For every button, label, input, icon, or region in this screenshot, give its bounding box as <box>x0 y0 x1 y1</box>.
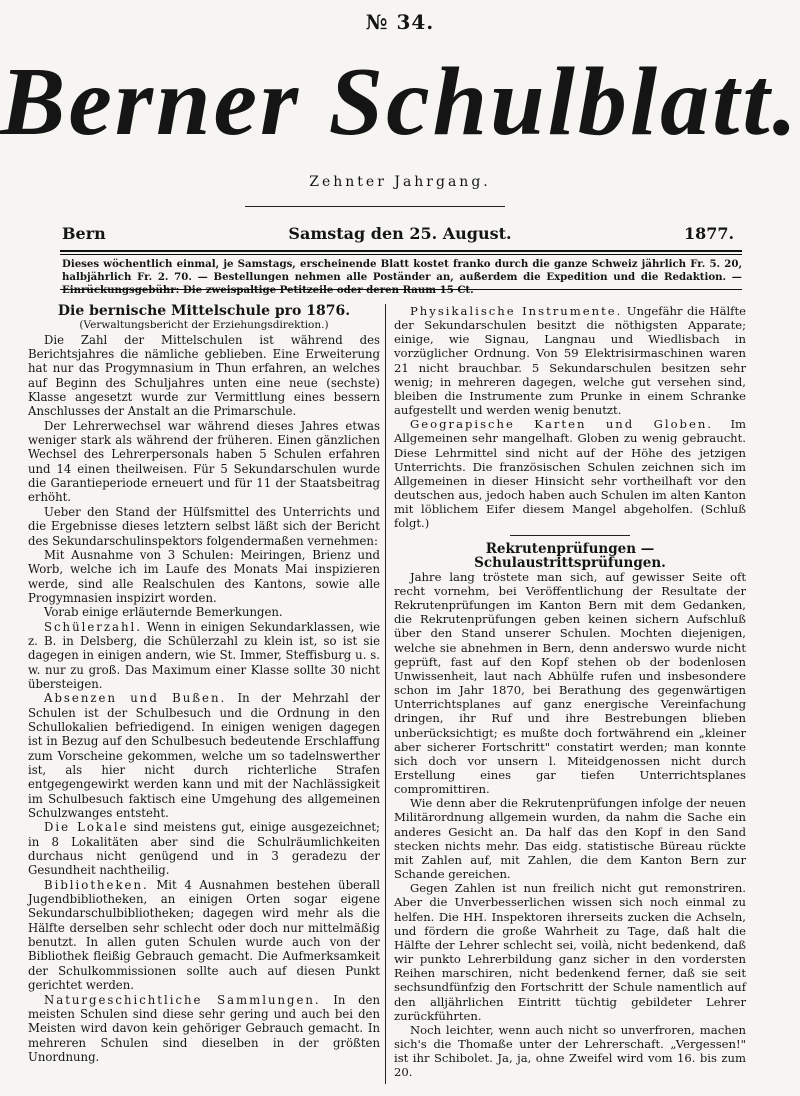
issue-number: № 34. <box>365 10 435 34</box>
paragraph: Mit Ausnahme von 3 Schulen: Meiringen, Brienz und Worb, welche ich im Laufe des Monats Mai inspizieren werde, sind alle Realschulen des Kantons, sowie alle Progymnasien inspizirt worden. <box>28 547 380 605</box>
paragraph-text: Im Allgemeinen sehr mangelhaft. Globen zu wenig gebraucht. Diese Lehrmittel sind nicht auf der Höhe des jetzigen Unterrichts. Die französischen Schulen zeichnen sich im Allgemeinen in dieser Hinsicht sehr vortheilhaft vor den deutschen aus, jedoch haben auch Schulen im alten Kanton mit löblichem Eifer diesem Mangel abgeholfen. <box>394 417 747 517</box>
notice-rule <box>60 289 742 290</box>
article-subtitle: (Verwaltungsbericht der Erziehungsdirektion.) <box>79 319 329 332</box>
paragraph <box>28 691 380 820</box>
paragraph-text: Mit 4 Ausnahmen bestehen überall Jugendbibliotheken, an einigen Orten sogar eigene Sekundarschulbibliotheken; dagegen wird mehr als die Hälfte derselben sehr schlecht oder doch nur mittelmäßig benutzt. In allen guten Schulen wurde auch von der Bibliothek fleißig Gebrauch gemacht. Die Aufmerksamkeit der Schulkommissionen sollte auch auf diesen Punkt gerichtet werden. <box>28 877 380 993</box>
section-label: Die Lokale <box>44 820 129 835</box>
paragraph: Jahre lang tröstete man sich, auf gewisser Seite oft recht vornehm, bei Veröffentlichung der Resultate der Rekrutenprüfungen im Kanton Bern mit dem Gedanken, die Rekrutenprüfungen geben keinen sichern Aufschluß über den Stand unserer Schulen. Mochten diejenigen, welche sie abnehmen in Bern, denn anderswo wurde nicht geprüft, fast auf den Kopf stehen ob der bodenlosen Unwissenheit, laut nach Abhülfe rufen und insbesondere schon im Jahr 1870, bei Berathung des gegenwärtigen Unterrichtsplanes auf ganz energische Vereinfachung dringen, ihr Ruf und ihre Bestrebungen blieben unberücksichtigt; es mußte doch fortwährend ein „kleiner aber sicherer Fortschritt" constatirt werden; man konnte sich doch vor unsern l. Miteidgenossen nicht durch Erstellung eines gar tiefen Unterrichtsplanes compromittiren. <box>394 569 746 797</box>
paragraph-text: Ungefähr die Hälfte der Sekundarschulen besitzt die nöthigsten Apparate; einige, wie Signau, Langnau und Wiedlisbach in vorzüglicher Ordnung. Von 59 Elektrisirmaschinen waren 21 nicht brauchbar. 5 Sekundarschulen besitzen sehr wenig; in mehreren dagegen, welche gut versehen sind, bleiben die Instrumente zum Prunke in einem Schranke aufgestellt und werden wenig benutzt. <box>394 304 746 418</box>
paragraph: Die Zahl der Mittelschulen ist während des Berichtsjahres die nämliche geblieben. Eine Erweiterung hat nur das Progymnasium in Thun erfahren, an welches auf Beginn des Schuljahres unten eine neue (sechste) Klasse angesetzt wurde zur Vermittlung eines bessern Anschlusses der Anstalt an die Primarschule. <box>28 332 380 419</box>
masthead-title: Berner Schulblatt. <box>0 48 800 156</box>
section-label: Physikalische Instrumente. <box>410 304 623 318</box>
section-label: Absenzen und Bußen. <box>44 691 227 706</box>
dateline-rule-thin <box>60 254 742 255</box>
section-label: Schülerzahl. <box>44 619 142 634</box>
paragraph: Noch leichter, wenn auch nicht so unverfroren, machen sich's die Thomaße unter der Lehrerschaft. „Vergessen!" ist ihr Schibolet. Ja, ja, ohne Zweifel wird vom 16. bis zum 20. <box>394 1022 746 1080</box>
section-label: Geograpische Karten und Globen. <box>410 417 713 432</box>
section-label: Naturgeschichtliche Sammlungen. <box>44 992 321 1007</box>
header-rule <box>245 206 505 207</box>
continuation-note: (Schluß folgt.) <box>394 502 747 531</box>
issue-year: 1877. <box>684 224 735 243</box>
paragraph: Wie denn aber die Rekrutenprüfungen infolge der neuen Militärordnung allgemein wurden, da nahm die Sache ein anderes Gesicht an. Da half das den Kopf in den Sand stecken nichts mehr. Das eidg. statistische Büreau rückte mit Zahlen auf, mit Zahlen, die dem Kanton Bern zur Schande gereichen. <box>394 796 746 882</box>
paragraph <box>394 304 746 417</box>
paragraph-text: In den meisten Schulen sind diese sehr gering und auch bei den Meisten wird davon kein gehöriger Gebrauch gemacht. In mehreren Schulen sind dieselben in der größten Unordnung. <box>28 992 380 1064</box>
paragraph-text: Wenn in einigen Sekundarklassen, wie z. B. in Delsberg, die Schülerzahl zu klein ist, so ist sie dagegen in einigen andern, wie St. Immer, Steffisburg u. s. w. nur zu groß. Das Maximum einer Klasse sollte 30 nicht übersteigen. <box>28 619 380 691</box>
section-label: Bibliotheken. <box>44 877 149 892</box>
paragraph: Der Lehrerwechsel war während dieses Jahres etwas weniger stark als während der früheren. Einen gänzlichen Wechsel des Lehrerpersonals haben 5 Schulen erfahren und 14 einen theilweisen. Für 5 Sekundarschulen wurde die Garantieperiode erneuert und für 11 der Staatsbeitrag erhöht. <box>28 418 380 505</box>
paragraph <box>394 417 746 530</box>
paragraph: Vorab einige erläuternde Bemerkungen. <box>44 605 283 620</box>
subscription-notice: Dieses wöchentlich einmal, je Samstags, erscheinende Blatt kostet franko durch die ganze Schweiz jährlich Fr. 5. 20, halbjährlich Fr. 2. 70. — Bestellungen nehmen alle Poständer an, außerdem die Expedition und die Redaktion. — Einrückungsgebühr: Die zweispaltige Petitzeile oder deren Raum 15 Ct. <box>62 258 742 296</box>
issue-place: Bern <box>62 224 106 243</box>
paragraph <box>28 878 380 993</box>
right-column <box>394 304 746 1079</box>
paragraph <box>28 820 380 877</box>
article-title-2: Rekrutenprüfungen — Schulaustrittsprüfungen. <box>474 540 666 571</box>
dateline-rule <box>60 250 742 252</box>
column-divider <box>385 304 386 1084</box>
paragraph <box>28 993 380 1065</box>
volume-line: Zehnter Jahrgang. <box>309 174 491 190</box>
article-title: Die bernische Mittelschule pro 1876. <box>57 303 351 319</box>
paragraph-text: sind meistens gut, einige ausgezeichnet; in 8 Lokalitäten aber sind die Schulräumlichkeiten durchaus nicht genügend und in 3 geradezu der Gesundheit nachtheilig. <box>28 820 380 878</box>
paragraph: Ueber den Stand der Hülfsmittel des Unterrichts und die Ergebnisse dieses letztern selbst läßt sich der Bericht des Sekundarschulinspektors folgendermaßen vernehmen: <box>28 504 380 548</box>
left-column <box>28 304 380 1064</box>
article-separator <box>510 535 630 536</box>
issue-date: Samstag den 25. August. <box>288 224 512 243</box>
paragraph-text: In der Mehrzahl der Schulen ist der Schulbesuch und die Ordnung in den Schullokalien befriedigend. In einigen wenigen dagegen ist in Bezug auf den Schulbesuch bedeutende Erschlaffung zum Vorscheine gekommen, welche um so tadelnswerther ist, als hier nicht durch richterliche Strafen entgegengewirkt werden kann und mit der Nachlässigkeit im Schulbesuch faktisch eine Umgehung des allgemeinen Schulzwanges entsteht. <box>28 691 381 821</box>
paragraph: Gegen Zahlen ist nun freilich nicht gut remonstriren. Aber die Unverbesserlichen wissen sich noch einmal zu helfen. Die HH. Inspektoren ihrerseits zucken die Achseln, und fördern die große Wahrheit zu Tage, daß halt die Hälfte der Lehrer schlecht sei, voilà, nicht bedenkend, daß wir punkto Lehrerbildung ganz sicher in den vordersten Reihen marschiren, nicht bedenkend ferner, daß sie seit sechsundfünfzig den Fortschritt der Schule namentlich auf den alljährlichen Eintritt tüchtig gebildeter Lehrer zurückführten. <box>394 881 746 1023</box>
paragraph <box>28 620 380 692</box>
